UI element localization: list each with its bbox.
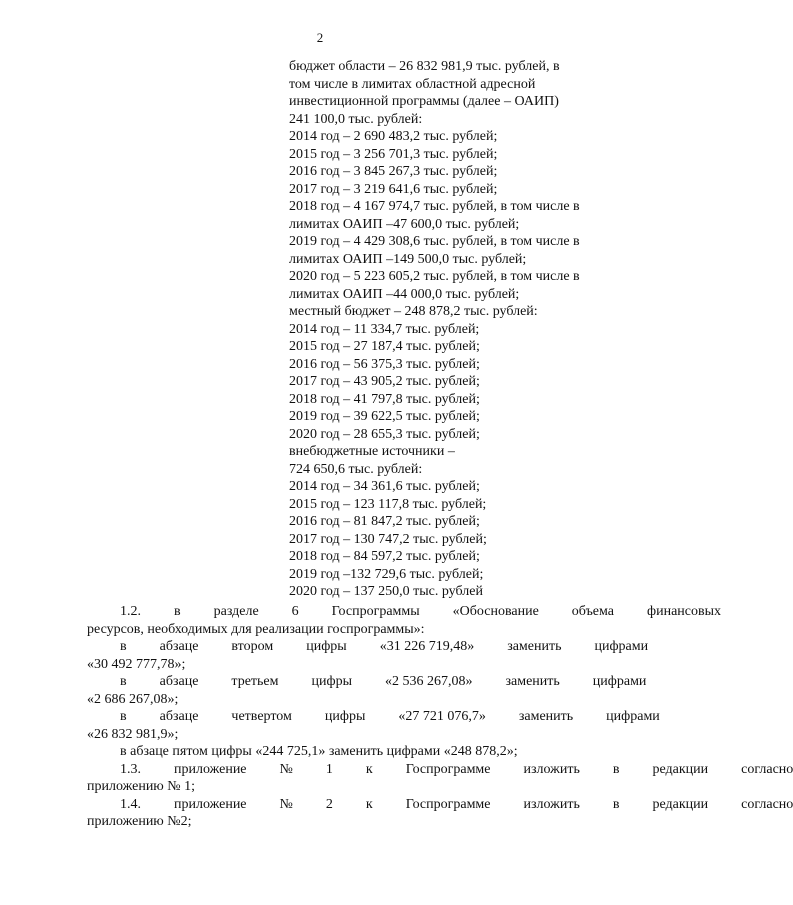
funding-line: 2017 год – 43 905,2 тыс. рублей; <box>289 374 480 389</box>
item-1-3-line1 <box>87 761 793 779</box>
item-1-2-sub3-cont: «2 686 267,08»; <box>87 691 179 707</box>
word: редакции <box>652 796 709 812</box>
word: 2 <box>325 796 333 812</box>
word: Госпрограмме <box>405 796 491 812</box>
word: цифрами <box>592 674 647 689</box>
funding-line: 2015 год – 27 187,4 тыс. рублей; <box>289 339 480 354</box>
funding-line: бюджет области – 26 832 981,9 тыс. рублей, в <box>289 59 560 74</box>
word: 1.4. <box>120 796 141 812</box>
funding-line: 2020 год – 28 655,3 тыс. рублей; <box>289 426 480 442</box>
word: № <box>279 796 293 812</box>
word: к <box>365 761 373 777</box>
item-1-2-line2: ресурсов, необходимых для реализации госпрограммы»: <box>87 621 425 637</box>
funding-line: 2018 год – 41 797,8 тыс. рублей; <box>289 391 480 407</box>
word: объема <box>571 604 615 619</box>
word: абзаце <box>159 674 199 689</box>
funding-line: том числе в лимитах областной адресной <box>289 76 536 92</box>
funding-line: 2014 год – 2 690 483,2 тыс. рублей; <box>289 129 498 144</box>
funding-line: лимитах ОАИП –149 500,0 тыс. рублей; <box>289 251 527 267</box>
word: согласно <box>741 796 793 812</box>
word: заменить <box>507 639 562 654</box>
word: цифры <box>311 674 352 689</box>
word: изложить <box>523 796 580 812</box>
funding-line: 2019 год – 39 622,5 тыс. рублей; <box>289 409 480 424</box>
word: Госпрограмме <box>405 761 491 777</box>
item-1-2-sub4-cont: «26 832 981,9»; <box>87 726 179 742</box>
word: заменить <box>518 709 574 724</box>
item-1-2-sub4 <box>87 708 660 726</box>
word: третьем <box>231 674 279 689</box>
word: в <box>120 674 127 689</box>
word: заменить <box>505 674 560 689</box>
word: цифрами <box>594 639 649 654</box>
word: в <box>612 796 620 812</box>
funding-line: 2016 год – 81 847,2 тыс. рублей; <box>289 514 480 529</box>
funding-line: 2014 год – 34 361,6 тыс. рублей; <box>289 479 480 494</box>
word: цифры <box>306 639 347 654</box>
page-number: 2 <box>316 30 324 45</box>
word: 6 <box>291 604 299 619</box>
word: разделе <box>213 604 259 619</box>
funding-line: 724 650,6 тыс. рублей: <box>289 461 423 477</box>
word: абзаце <box>159 709 199 724</box>
funding-line: лимитах ОАИП –44 000,0 тыс. рублей; <box>289 286 520 302</box>
item-1-2-sub2-cont: «30 492 777,78»; <box>87 656 186 672</box>
funding-line: 2016 год – 56 375,3 тыс. рублей; <box>289 356 480 372</box>
item-1-4-line2: приложению №2; <box>87 814 192 829</box>
word: в <box>612 761 620 777</box>
word: 1.2. <box>120 604 141 619</box>
funding-line: 2016 год – 3 845 267,3 тыс. рублей; <box>289 164 498 179</box>
funding-line: 2018 год – 84 597,2 тыс. рублей; <box>289 549 480 564</box>
item-1-3-line2: приложению № 1; <box>87 779 196 794</box>
word: четвертом <box>231 709 292 724</box>
funding-line: 2017 год – 130 747,2 тыс. рублей; <box>289 531 487 547</box>
funding-line: лимитах ОАИП –47 600,0 тыс. рублей; <box>289 216 520 232</box>
item-1-2-line1 <box>87 603 722 621</box>
word: в <box>174 604 181 619</box>
word: приложение <box>174 761 247 777</box>
word: цифрами <box>606 709 660 724</box>
funding-line: 241 100,0 тыс. рублей: <box>289 111 423 127</box>
word: Госпрограммы <box>331 604 420 619</box>
word: изложить <box>523 761 580 777</box>
word: абзаце <box>159 639 199 654</box>
amendments-text <box>87 603 793 831</box>
word: к <box>365 796 373 812</box>
word: втором <box>231 639 274 654</box>
item-1-2-sub3 <box>87 673 647 691</box>
item-1-4-line1 <box>87 796 793 814</box>
word: согласно <box>741 761 793 777</box>
word: финансовых <box>647 604 722 619</box>
word: «Обоснование <box>452 604 539 619</box>
funding-line: 2014 год – 11 334,7 тыс. рублей; <box>289 321 480 337</box>
funding-line: 2019 год –132 729,6 тыс. рублей; <box>289 566 484 582</box>
word: 1 <box>325 761 333 777</box>
word: цифры <box>324 709 366 724</box>
funding-line: внебюджетные источники – <box>289 444 455 459</box>
word: «31 226 719,48» <box>379 639 475 654</box>
word: в <box>120 709 127 724</box>
word: приложение <box>174 796 247 812</box>
item-1-2-sub2 <box>87 638 649 656</box>
funding-line: 2015 год – 3 256 701,3 тыс. рублей; <box>289 146 498 162</box>
funding-line: 2017 год – 3 219 641,6 тыс. рублей; <box>289 181 498 197</box>
funding-line: 2019 год – 4 429 308,6 тыс. рублей, в том числе в <box>289 234 580 249</box>
word: 1.3. <box>120 761 141 777</box>
word: «27 721 076,7» <box>398 709 486 724</box>
word: в <box>120 639 127 654</box>
funding-line: 2020 год – 137 250,0 тыс. рублей <box>289 584 483 599</box>
word: редакции <box>652 761 709 777</box>
word: «2 536 267,08» <box>384 674 473 689</box>
word: № <box>279 761 293 777</box>
funding-line: местный бюджет – 248 878,2 тыс. рублей: <box>289 304 538 319</box>
funding-line: инвестиционной программы (далее – ОАИП) <box>289 94 559 109</box>
funding-line: 2018 год – 4 167 974,7 тыс. рублей, в том числе в <box>289 199 580 214</box>
funding-line: 2015 год – 123 117,8 тыс. рублей; <box>289 496 487 512</box>
item-1-2-sub5: в абзаце пятом цифры «244 725,1» заменить цифрами «248 878,2»; <box>120 744 518 759</box>
funding-line: 2020 год – 5 223 605,2 тыс. рублей, в том числе в <box>289 269 580 284</box>
funding-column <box>289 58 619 601</box>
